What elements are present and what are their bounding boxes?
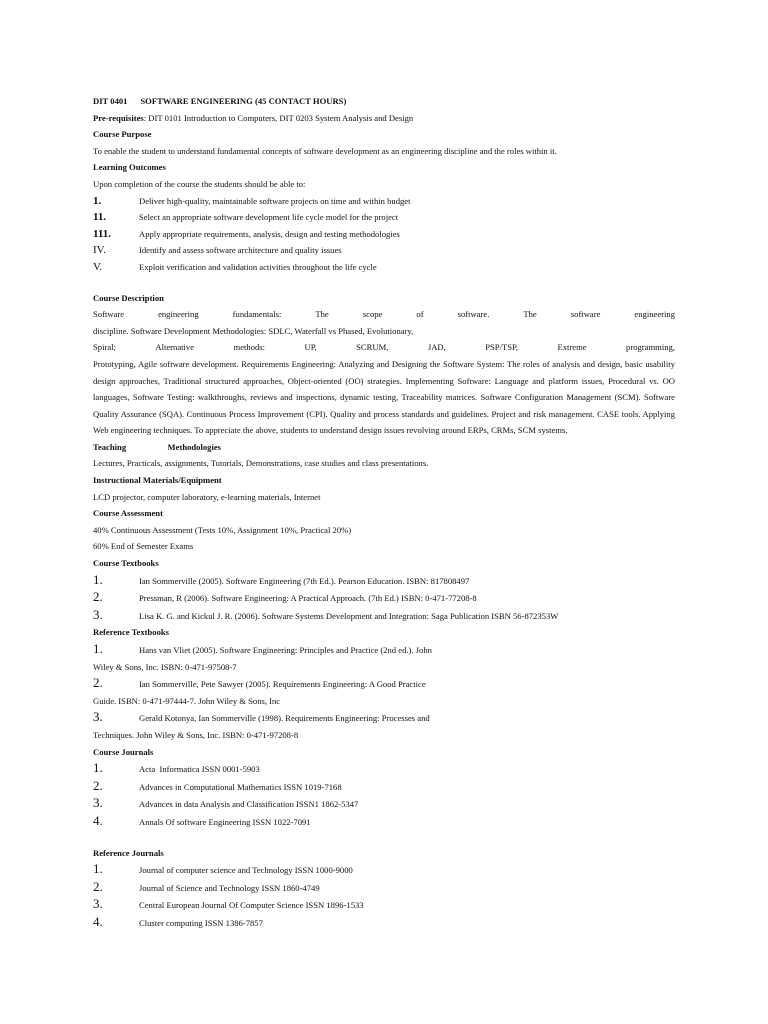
list-item: [93, 879, 675, 897]
assessment-line-2: 60% End of Semester Exams: [93, 541, 194, 552]
list-text: Lisa K. G. and Kickul J. R. (2006). Software Systems Development and Integration: Saga Publication ISBN 56-872353W: [139, 610, 559, 621]
ref-journals-list: [93, 861, 675, 931]
word: methods:: [233, 342, 266, 353]
list-number: 2.: [93, 777, 103, 793]
list-number: 1.: [93, 194, 102, 207]
references-list: [93, 641, 675, 744]
list-number: 2.: [93, 675, 103, 691]
list-item: [93, 641, 675, 659]
description-body: Prototyping, Agile software development. Requirements Engineering: Analyzing and Designing the Software System: The roles of analysis and design, basic usability design approaches, Traditional structured approaches, Object-oriented (OO) strategies. Implementing Software: Language and platform issues, Procedural vs. OO languages, Software Testing: walkthroughs, reviews and inspections, dynamic testing, Traceability matrices. Software Configuration Management (SCM). Software Quality Assurance (SQA). Continuous Process Improvement (CPI). Quality and process standards and guidelines. Project and risk management. CASE tools. Applying Web engineering techniques. To appreciate the above, students to understand design issues revolving around ERPs, CRMs, SCM systems.: [93, 358, 675, 436]
word: engineering: [158, 309, 199, 320]
list-number: 3.: [93, 606, 103, 622]
word: of: [416, 309, 424, 320]
word: Spiral;: [93, 342, 116, 353]
list-text: Advances in Computational Mathematics ISSN 1019-7168: [139, 781, 342, 792]
word: scope: [362, 309, 383, 320]
list-text: Journal of computer science and Technology ISSN 1000-9000: [139, 865, 353, 876]
word: fundamentals:: [232, 309, 282, 320]
list-item: [93, 778, 675, 796]
list-text: Pressman, R (2006). Software Engineering: A Practical Approach. (7th Ed.) ISBN: 0-471-77208-8: [139, 593, 477, 604]
list-item: [93, 589, 675, 607]
word: software.: [457, 309, 490, 320]
list-number: V.: [93, 260, 103, 273]
purpose-heading: Course Purpose: [93, 129, 152, 140]
list-item: [93, 209, 675, 226]
list-number: 111.: [93, 227, 112, 240]
list-item: [93, 896, 675, 914]
list-item-continuation: Guide. ISBN: 0-471-97444-7. John Wiley & Sons, Inc: [93, 695, 281, 706]
description-line-2: discipline. Software Development Methodologies: SDLC, Waterfall vs Phased, Evolutionary,: [93, 325, 414, 336]
prerequisites: [93, 110, 675, 127]
materials-heading: Instructional Materials/Equipment: [93, 475, 222, 486]
list-item: [93, 675, 675, 693]
references-heading: Reference Textbooks: [93, 627, 169, 638]
word: UP,: [304, 342, 317, 353]
assessment-line-1: 40% Continuous Assessment (Tests 10%, Assignment 10%, Practical 20%): [93, 524, 352, 535]
list-number: 3.: [93, 709, 103, 725]
description-line-1: [93, 306, 675, 323]
course-title: SOFTWARE ENGINEERING (45 CONTACT HOURS): [140, 96, 347, 106]
purpose-text: To enable the student to understand fundamental concepts of software development as an engineering discipline and the roles within it.: [93, 145, 557, 156]
list-text: Identify and assess software architecture and quality issues: [139, 245, 342, 256]
list-number: 3.: [93, 896, 103, 912]
textbooks-list: [93, 572, 675, 625]
list-item: [93, 709, 675, 727]
outcomes-list: [93, 193, 675, 276]
list-number: IV.: [93, 244, 106, 257]
list-number: 1.: [93, 641, 103, 656]
list-item-continuation: Wiley & Sons, Inc. ISBN: 0-471-97508-7: [93, 661, 237, 672]
list-text: Central European Journal Of Computer Science ISSN 1896-1533: [139, 900, 364, 911]
list-number: 11.: [93, 211, 107, 224]
description-line-3: [93, 339, 675, 356]
list-item: [93, 242, 675, 259]
list-item: [93, 760, 675, 778]
list-text: Cluster computing ISSN 1386-7857: [139, 917, 263, 928]
journals-list: [93, 760, 675, 830]
list-item: [93, 861, 675, 879]
word: programming,: [626, 342, 675, 353]
teaching-heading-b: Methodologies: [167, 441, 221, 452]
list-text: Gerald Kotonya, Ian Sommerville (1998). Requirements Engineering: Processes and: [139, 713, 430, 724]
list-text: Journal of Science and Technology ISSN 1860-4749: [139, 882, 320, 893]
word: SCRUM,: [356, 342, 389, 353]
word: software: [570, 309, 601, 320]
materials-text: LCD projector, computer laboratory, e-learning materials, Internet: [93, 491, 321, 502]
teaching-text: Lectures, Practicals, assignments, Tutorials, Demonstrations, case studies and class presentations.: [93, 458, 429, 469]
outcomes-intro: Upon completion of the course the students should be able to:: [93, 178, 306, 189]
list-item: [93, 572, 675, 590]
list-text: Annals Of software Engineering ISSN 1022-7091: [139, 816, 311, 827]
list-number: 4.: [93, 812, 103, 828]
teaching-heading-a: Teaching: [93, 441, 127, 452]
word: The: [523, 309, 537, 320]
course-code: DIT 0401: [93, 96, 128, 106]
list-text: Apply appropriate requirements, analysis, design and testing methodologies: [139, 228, 400, 239]
list-text: Acta Informatica ISSN 0001-5903: [139, 764, 260, 775]
journals-heading: Course Journals: [93, 746, 154, 757]
word: Alternative: [155, 342, 195, 353]
list-number: 1.: [93, 861, 103, 877]
list-item: [93, 813, 675, 831]
word: Software: [93, 309, 125, 320]
list-item: [93, 193, 675, 210]
prereq-label: Pre-requisites: [93, 112, 144, 123]
list-text: Exploit verification and validation activities throughout the life cycle: [139, 261, 377, 272]
list-text: Advances in data Analysis and Classification ISSN1 1862-5347: [139, 799, 359, 810]
prereq-text: : DIT 0101 Introduction to Computers, DIT 0203 System Analysis and Design: [143, 112, 414, 123]
list-item: [93, 607, 675, 625]
description-heading: Course Description: [93, 292, 164, 303]
list-text: Ian Sommerville (2005). Software Engineering (7th Ed.). Pearson Education. ISBN: 817808497: [139, 575, 470, 586]
list-text: Select an appropriate software development life cycle model for the project: [139, 212, 399, 223]
assessment-heading: Course Assessment: [93, 508, 163, 519]
list-text: Ian Sommerville, Pete Sawyer (2005). Requirements Engineering: A Good Practice: [139, 679, 426, 690]
word: JAD,: [427, 342, 446, 353]
list-number: 4.: [93, 913, 103, 929]
list-text: Deliver high-quality, maintainable software projects on time and within budget: [139, 195, 411, 206]
word: PSP/TSP,: [485, 342, 518, 353]
outcomes-heading: Learning Outcomes: [93, 162, 166, 173]
list-item: [93, 914, 675, 932]
course-header: [93, 93, 675, 110]
teaching-heading: [93, 439, 675, 456]
list-item: [93, 226, 675, 243]
textbooks-heading: Course Textbooks: [93, 558, 159, 569]
list-number: 2.: [93, 878, 103, 894]
list-number: 1.: [93, 760, 103, 776]
list-item: [93, 795, 675, 813]
word: Extreme: [557, 342, 587, 353]
list-text: Hans van Vliet (2005). Software Engineering: Principles and Practice (2nd ed.). John: [139, 645, 432, 655]
list-number: 3.: [93, 795, 103, 811]
list-number: 2.: [93, 589, 103, 605]
word: engineering: [634, 309, 675, 320]
word: The: [315, 309, 329, 320]
list-number: 1.: [93, 571, 103, 587]
list-item: [93, 259, 675, 276]
ref-journals-heading: Reference Journals: [93, 847, 164, 858]
document-page: [93, 93, 675, 932]
list-item-continuation: Techniques. John Wiley & Sons, Inc. ISBN: 0-471-97208-8: [93, 729, 299, 740]
